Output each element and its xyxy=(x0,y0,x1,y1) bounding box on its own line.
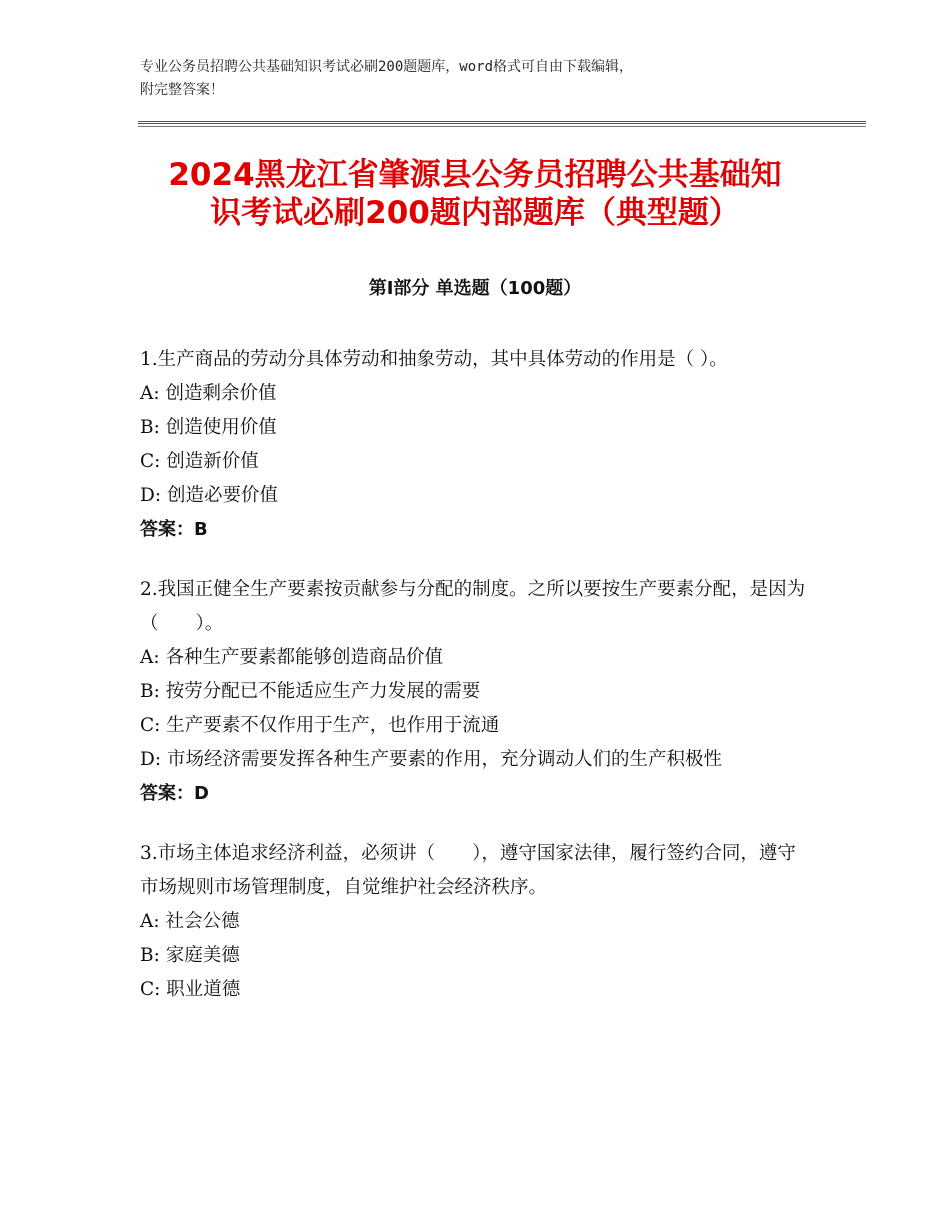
question-3 xyxy=(140,837,808,1007)
question-stem: 2.我国正健全生产要素按贡献参与分配的制度。之所以要按生产要素分配，是因为（ ）。 xyxy=(140,579,806,634)
header-divider xyxy=(138,121,866,124)
header-note-line-2: 附完整答案！ xyxy=(140,82,224,98)
question-1 xyxy=(140,343,808,547)
answer-line xyxy=(140,513,808,547)
document-title-line-1: 2024黑龙江省肇源县公务员招聘公共基础知 xyxy=(168,157,782,193)
option-b: B: 创造使用价值 xyxy=(140,417,277,438)
option-d: D: 市场经济需要发挥各种生产要素的作用，充分调动人们的生产积极性 xyxy=(140,749,722,770)
answer-line xyxy=(140,777,808,811)
option-c: C: 职业道德 xyxy=(140,979,241,1000)
option-a: A: 创造剩余价值 xyxy=(140,383,277,404)
answer-value: B xyxy=(194,519,208,540)
question-stem: 1.生产商品的劳动分具体劳动和抽象劳动，其中具体劳动的作用是（ ）。 xyxy=(140,349,728,370)
question-stem: 3.市场主体追求经济利益，必须讲（ ），遵守国家法律，履行签约合同，遵守市场规则市场管理制度，自觉维护社会经济秩序。 xyxy=(140,843,796,898)
answer-value: D xyxy=(194,783,209,804)
option-c: C: 生产要素不仅作用于生产，也作用于流通 xyxy=(140,715,500,736)
option-a: A: 各种生产要素都能够创造商品价值 xyxy=(140,647,443,668)
option-c: C: 创造新价值 xyxy=(140,451,259,472)
document-title xyxy=(140,156,810,232)
header-divider-thin xyxy=(138,126,866,127)
option-a: A: 社会公德 xyxy=(140,911,240,932)
header-note xyxy=(140,56,840,102)
document-title-line-2: 识考试必刷200题内部题库（典型题） xyxy=(210,195,740,231)
option-b: B: 家庭美德 xyxy=(140,945,240,966)
answer-label: 答案： xyxy=(140,783,194,804)
section-title: 第Ⅰ部分 单选题（100题） xyxy=(368,278,582,299)
option-b: B: 按劳分配已不能适应生产力发展的需要 xyxy=(140,681,481,702)
header-note-line-1: 专业公务员招聘公共基础知识考试必刷200题题库，word格式可自由下载编辑， xyxy=(140,59,633,75)
answer-label: 答案： xyxy=(140,519,194,540)
question-2 xyxy=(140,573,808,811)
option-d: D: 创造必要价值 xyxy=(140,485,278,506)
question-list xyxy=(140,343,808,1033)
